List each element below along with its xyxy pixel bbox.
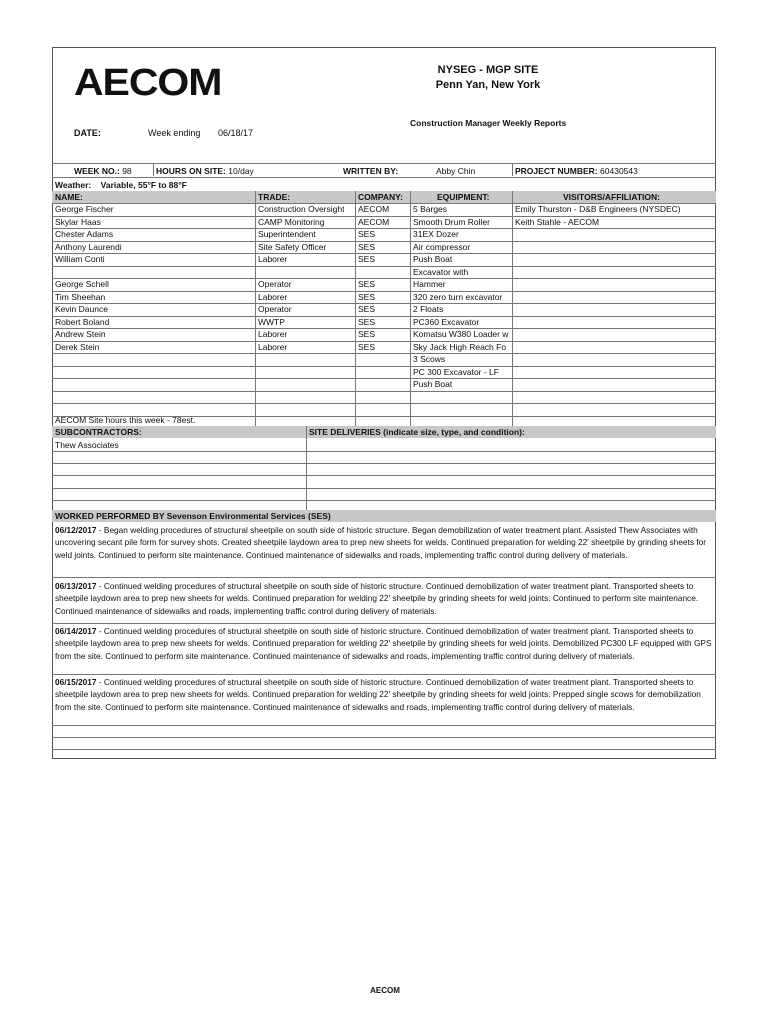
subcontractors-label: SUBCONTRACTORS:	[55, 427, 142, 437]
date-label: DATE:	[74, 128, 101, 138]
grid-row-line	[52, 451, 716, 452]
site-name: NYSEG - MGP SITE	[437, 64, 539, 76]
entry-text: - Began welding procedures of structural sheetpile on south side of historic structure. Began demobilization of water treatment plant. Assisted Thew Associates with uncovering secant pile form for survey shots. Created sheetpile laydown area to prep new sheets for welds. Continued preparation for welding 22' sheetpile by grinding sheets for weld joints. Continued to perform site maintenance. Continued maintenance of sidewalks and roads, implementing traffic control during delivery of materials.	[55, 525, 706, 560]
row-equipment: 5 Barges	[413, 204, 448, 214]
row-equipment: 3 Scows	[413, 354, 446, 364]
written-by-label: WRITTEN BY:	[343, 166, 399, 176]
row-name: Kevin Daunce	[55, 304, 108, 314]
row-company: SES	[358, 304, 376, 314]
row-company: SES	[358, 229, 376, 239]
weather-label: Weather:	[55, 180, 92, 190]
entry-text: - Continued welding procedures of structural sheetpile on south side of historic structure. Continued demobilization of water treatment plant. Transported sheets to sheetpile laydown area to prep new sheets for welds. Continued preparation for welding 22' sheetpile by grinding sheets for weld joints. Demobilized PC300 LF equipped with GPS from the site. Continued to perform site maintenance. Continued maintenance of sidewalks and roads, implementing traffic control during delivery of materials.	[55, 626, 712, 661]
grid-row-line	[52, 378, 716, 379]
row-company: AECOM	[358, 216, 390, 227]
week-ending-value: 06/18/17	[218, 128, 254, 138]
grid-col-line	[355, 191, 356, 426]
site-header	[388, 63, 588, 93]
entry-text: - Continued welding procedures of structural sheetpile on south side of historic structure. Continued demobilization of water treatment plant. Transported sheets to sheetpile laydown area to prep new sheets for welds. Continued preparation for welding 22' sheetpile by grinding sheets for weld joints. Continued to perform site maintenance. Continued maintenance of sidewalks and roads, implementing traffic control during delivery of materials.	[55, 581, 699, 616]
grid-col-line	[306, 426, 307, 510]
row-visitor: Emily Thurston - D&B Engineers (NYSDEC)	[515, 204, 681, 214]
work-entry	[55, 524, 715, 561]
rule	[52, 623, 716, 624]
rule	[52, 177, 716, 178]
work-entry	[55, 625, 715, 662]
rule	[52, 725, 716, 726]
row-trade: CAMP Monitoring	[258, 216, 325, 227]
row-trade: Laborer	[258, 254, 288, 264]
grid-row-line	[52, 488, 716, 489]
week-ending-label: Week ending	[148, 128, 201, 138]
row-name: Anthony Laurendi	[55, 241, 122, 252]
project-label: PROJECT NUMBER:	[515, 166, 598, 176]
row-name: William Conti	[55, 254, 105, 264]
grid-row-line	[52, 353, 716, 354]
grid-row-line	[52, 341, 716, 342]
row-equipment: Komatsu W380 Loader w	[413, 329, 509, 339]
entry-date: 06/14/2017	[55, 626, 97, 636]
rule	[512, 163, 513, 176]
hours-label: HOURS ON SITE:	[156, 166, 226, 176]
row-trade: Construction Oversight	[258, 204, 345, 214]
row-trade: WWTP	[258, 316, 285, 327]
written-by-value: Abby Chin	[436, 166, 476, 176]
row-company: SES	[358, 341, 376, 352]
row-company: SES	[358, 241, 376, 252]
row-trade: Operator	[258, 304, 292, 314]
row-name: George Fischer	[55, 204, 114, 214]
row-trade: Laborer	[258, 291, 288, 302]
weather-value: Variable, 55°F to 88°F	[100, 180, 187, 190]
row-name: Robert Boland	[55, 316, 110, 327]
grid-row-line	[52, 253, 716, 254]
week-no-label: WEEK NO.:	[74, 166, 120, 176]
grid-row-line	[52, 266, 716, 267]
project-value: 60430543	[600, 166, 638, 176]
week-no	[74, 166, 132, 176]
row-equipment: 31EX Dozer	[413, 229, 459, 239]
col-name: NAME:	[55, 192, 83, 202]
row-name: Skylar Haas	[55, 216, 101, 227]
entry-text: - Continued welding procedures of structural sheetpile on south side of historic structure. Continued demobilization of water treatment plant. Transported sheets to sheetpile laydown area to prep new sheets for welds. Continued preparation for welding 22' sheetpile by grinding sheets for weld joints. Prepped single scows for demobilization from the site. Continued to perform site maintenance. Continued maintenance of sidewalks and roads, implementing traffic control during delivery of materials.	[55, 677, 701, 712]
footer-company: AECOM	[370, 986, 400, 995]
site-location: Penn Yan, New York	[435, 79, 541, 91]
grid-col-line	[410, 191, 411, 426]
row-equipment: Hammer	[413, 279, 446, 289]
grid-row-line	[52, 475, 716, 476]
entry-date: 06/13/2017	[55, 581, 97, 591]
entry-date: 06/12/2017	[55, 525, 97, 535]
col-company: COMPANY:	[358, 192, 404, 202]
grid-row-line	[52, 278, 716, 279]
grid-row-line	[52, 316, 716, 317]
grid-col-line	[255, 191, 256, 426]
weather	[55, 180, 187, 190]
rule	[52, 163, 716, 164]
rule	[52, 749, 716, 750]
row-company: SES	[358, 254, 376, 264]
grid-row-line	[52, 403, 716, 404]
work-entry	[55, 676, 715, 713]
row-equipment: Excavator with	[413, 266, 469, 277]
row-name: Derek Stein	[55, 341, 100, 352]
row-equipment: PC360 Excavator	[413, 316, 480, 327]
col-trade: TRADE:	[258, 192, 291, 202]
row-trade: Superintendent	[258, 229, 316, 239]
grid-row-line	[52, 391, 716, 392]
col-visitors: VISITORS/AFFILIATION:	[563, 192, 660, 202]
col-equipment: EQUIPMENT:	[437, 192, 490, 202]
project-number	[515, 166, 638, 176]
work-performed-label: WORKED PERFORMED BY Sevenson Environmental Services (SES)	[55, 511, 331, 521]
row-equipment: Sky Jack High Reach Fo	[413, 341, 507, 352]
row-trade: Laborer	[258, 329, 288, 339]
hours-value: 10/day	[228, 166, 254, 176]
row-trade: Laborer	[258, 341, 288, 352]
row-company: SES	[358, 291, 376, 302]
grid-row-line	[52, 241, 716, 242]
row-equipment: Smooth Drum Roller	[413, 216, 490, 227]
row-equipment: 320 zero turn excavator	[413, 291, 503, 302]
row-company: SES	[358, 279, 376, 289]
entry-date: 06/15/2017	[55, 677, 97, 687]
row-equipment: 2 Floats	[413, 304, 444, 314]
row-company: SES	[358, 329, 376, 339]
rule	[52, 674, 716, 675]
grid-row-line	[52, 366, 716, 367]
row-company: AECOM	[358, 204, 390, 214]
row-equipment: PC 300 Excavator - LF	[413, 366, 499, 377]
row-name: Tim Sheehan	[55, 291, 106, 302]
row-name: Andrew Stein	[55, 329, 106, 339]
aecom-logo: AECOM	[74, 62, 222, 104]
grid-row-line	[52, 500, 716, 501]
row-company: SES	[358, 316, 376, 327]
row-name: George Schell	[55, 279, 109, 289]
hours-on-site	[156, 166, 254, 176]
grid-row-line	[52, 228, 716, 229]
row-equipment: Air compressor	[413, 241, 471, 252]
week-no-value: 98	[122, 166, 132, 176]
grid-row-line	[52, 328, 716, 329]
rule	[153, 163, 154, 176]
deliveries-label: SITE DELIVERIES (indicate size, type, and condition):	[309, 427, 525, 437]
grid-row-line	[52, 291, 716, 292]
row-visitor: Keith Stahle - AECOM	[515, 216, 600, 227]
row-equipment: Push Boat	[413, 379, 453, 389]
work-entry	[55, 580, 715, 617]
row-trade: Site Safety Officer	[258, 241, 327, 252]
grid-row-line	[52, 303, 716, 304]
row-equipment: Push Boat	[413, 254, 453, 264]
row-name: Chester Adams	[55, 229, 114, 239]
grid-row-line	[52, 463, 716, 464]
grid-col-line	[512, 191, 513, 426]
subcontractor-item: Thew Associates	[55, 440, 119, 450]
site-hours-note: AECOM Site hours this week - 78est.	[55, 415, 196, 425]
report-title: Construction Manager Weekly Reports	[410, 118, 567, 128]
row-trade: Operator	[258, 279, 292, 289]
rule	[52, 737, 716, 738]
rule	[52, 577, 716, 578]
